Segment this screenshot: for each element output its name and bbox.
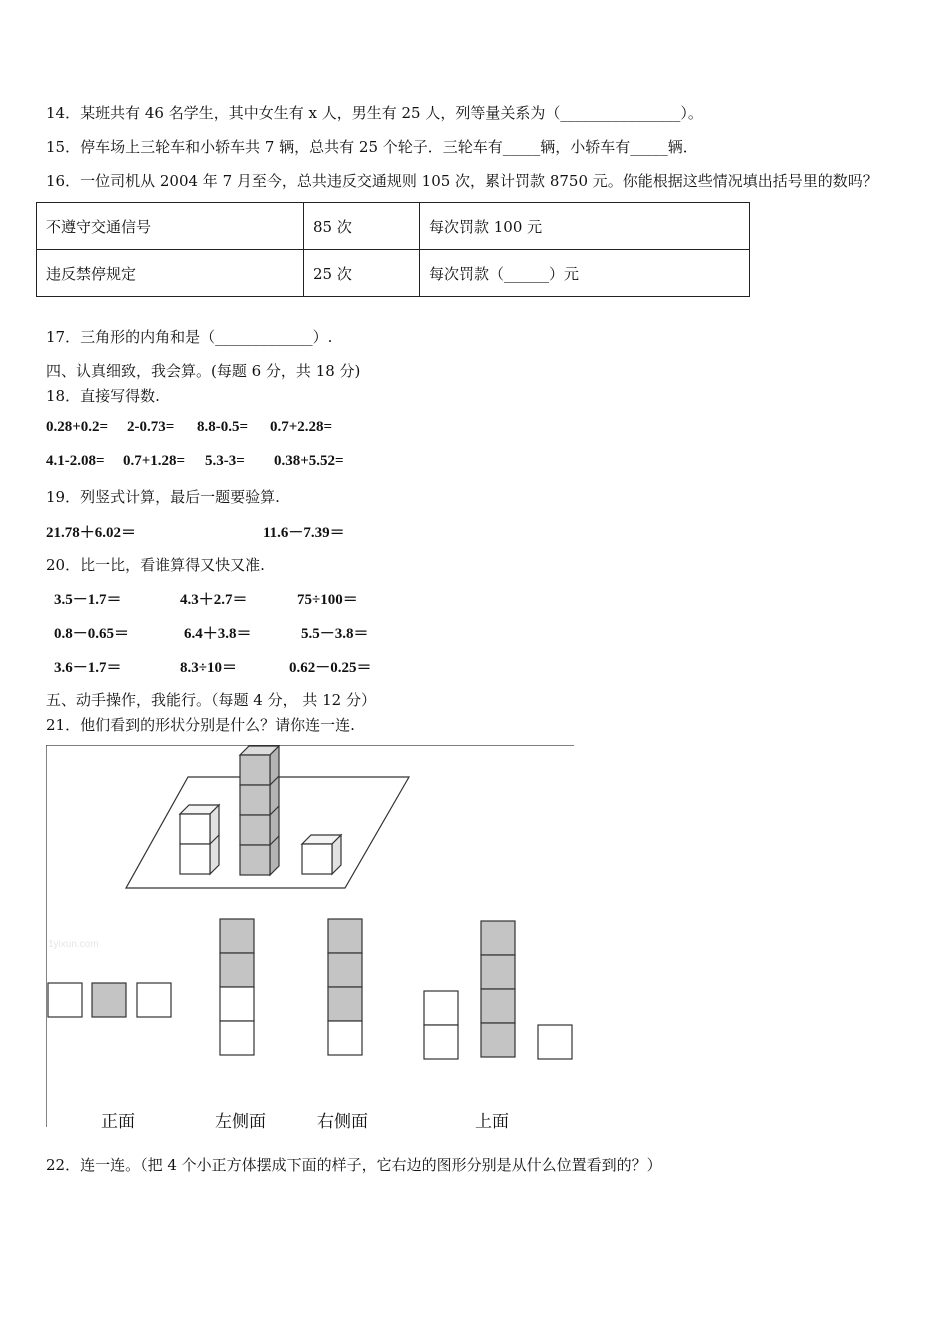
question-15: 15．停车场上三轮车和小轿车共 7 辆，总共有 25 个轮子．三轮车有_____辆，小轿车有_____辆． [46,138,698,156]
q18-expr: 0.7+2.28= [270,419,333,435]
view-label-left: 左侧面 [215,1112,266,1131]
tall-stack [240,746,279,875]
question-21: 21．他们看到的形状分别是什么？请你连一连. [46,716,355,734]
cube-views-figure [46,745,576,1130]
q18-expr: 0.7+1.28= [123,453,186,469]
question-18: 18．直接写得数. [46,387,160,405]
q20-expr: 4.3＋2.7＝ [180,592,248,608]
question-17: 17．三角形的内角和是（_____________）. [46,328,333,346]
table-row [37,250,750,297]
watermark: 1yixun.com [48,939,99,950]
table-cell: 每次罚款（______）元 [420,250,750,297]
table-cell: 违反禁停规定 [37,250,304,297]
q20-expr: 0.8－0.65＝ [54,626,130,642]
violation-table [36,202,750,297]
q20-expr: 5.5－3.8＝ [301,626,369,642]
table-cell: 85 次 [304,203,420,250]
q20-expr: 8.3÷10＝ [180,660,237,676]
view-option-2 [220,919,254,1055]
section-5-heading: 五、动手操作，我能行。（每题 4 分， 共 12 分） [46,691,376,709]
q19-expr: 11.6－7.39＝ [263,525,345,541]
view-option-1 [48,983,171,1017]
q20-expr: 6.4＋3.8＝ [184,626,252,642]
question-16: 16．一位司机从 2004 年 7 月至今，总共违反交通规则 105 次，累计罚款 8750 元。你能根据这些情况填出括号里的数吗？ [46,172,878,190]
q18-expr: 2-0.73= [127,419,175,435]
table-cell: 每次罚款 100 元 [420,203,750,250]
q19-expr: 21.78＋6.02＝ [46,525,137,541]
q20-expr: 3.5－1.7＝ [54,592,122,608]
q20-expr: 3.6－1.7＝ [54,660,122,676]
question-20: 20．比一比，看谁算得又快又准. [46,556,265,574]
section-4-heading: 四、认真细致，我会算。(每题 6 分，共 18 分) [46,362,361,380]
table-cell: 不遵守交通信号 [37,203,304,250]
q18-expr: 0.38+5.52= [274,453,344,469]
q18-expr: 0.28+0.2= [46,419,109,435]
view-option-3 [328,919,362,1055]
q18-expr: 4.1-2.08= [46,453,105,469]
q18-expr: 8.8-0.5= [197,419,249,435]
table-cell: 25 次 [304,250,420,297]
question-22: 22．连一连。（把 4 个小正方体摆成下面的样子，它右边的图形分别是从什么位置看到的？） [46,1156,662,1174]
table-row [37,203,750,250]
single-cube [302,835,341,874]
view-label-right: 右侧面 [317,1112,368,1131]
q20-expr: 0.62－0.25＝ [289,660,372,676]
q20-expr: 75÷100＝ [297,592,358,608]
view-option-4 [424,921,572,1059]
question-19: 19．列竖式计算，最后一题要验算. [46,488,280,506]
view-label-top: 上面 [475,1112,509,1131]
view-label-front: 正面 [101,1112,135,1131]
question-14: 14．某班共有 46 名学生，其中女生有 x 人，男生有 25 人，列等量关系为（________________）。 [46,104,703,122]
q18-expr: 5.3-3= [205,453,245,469]
left-stack [180,805,219,874]
